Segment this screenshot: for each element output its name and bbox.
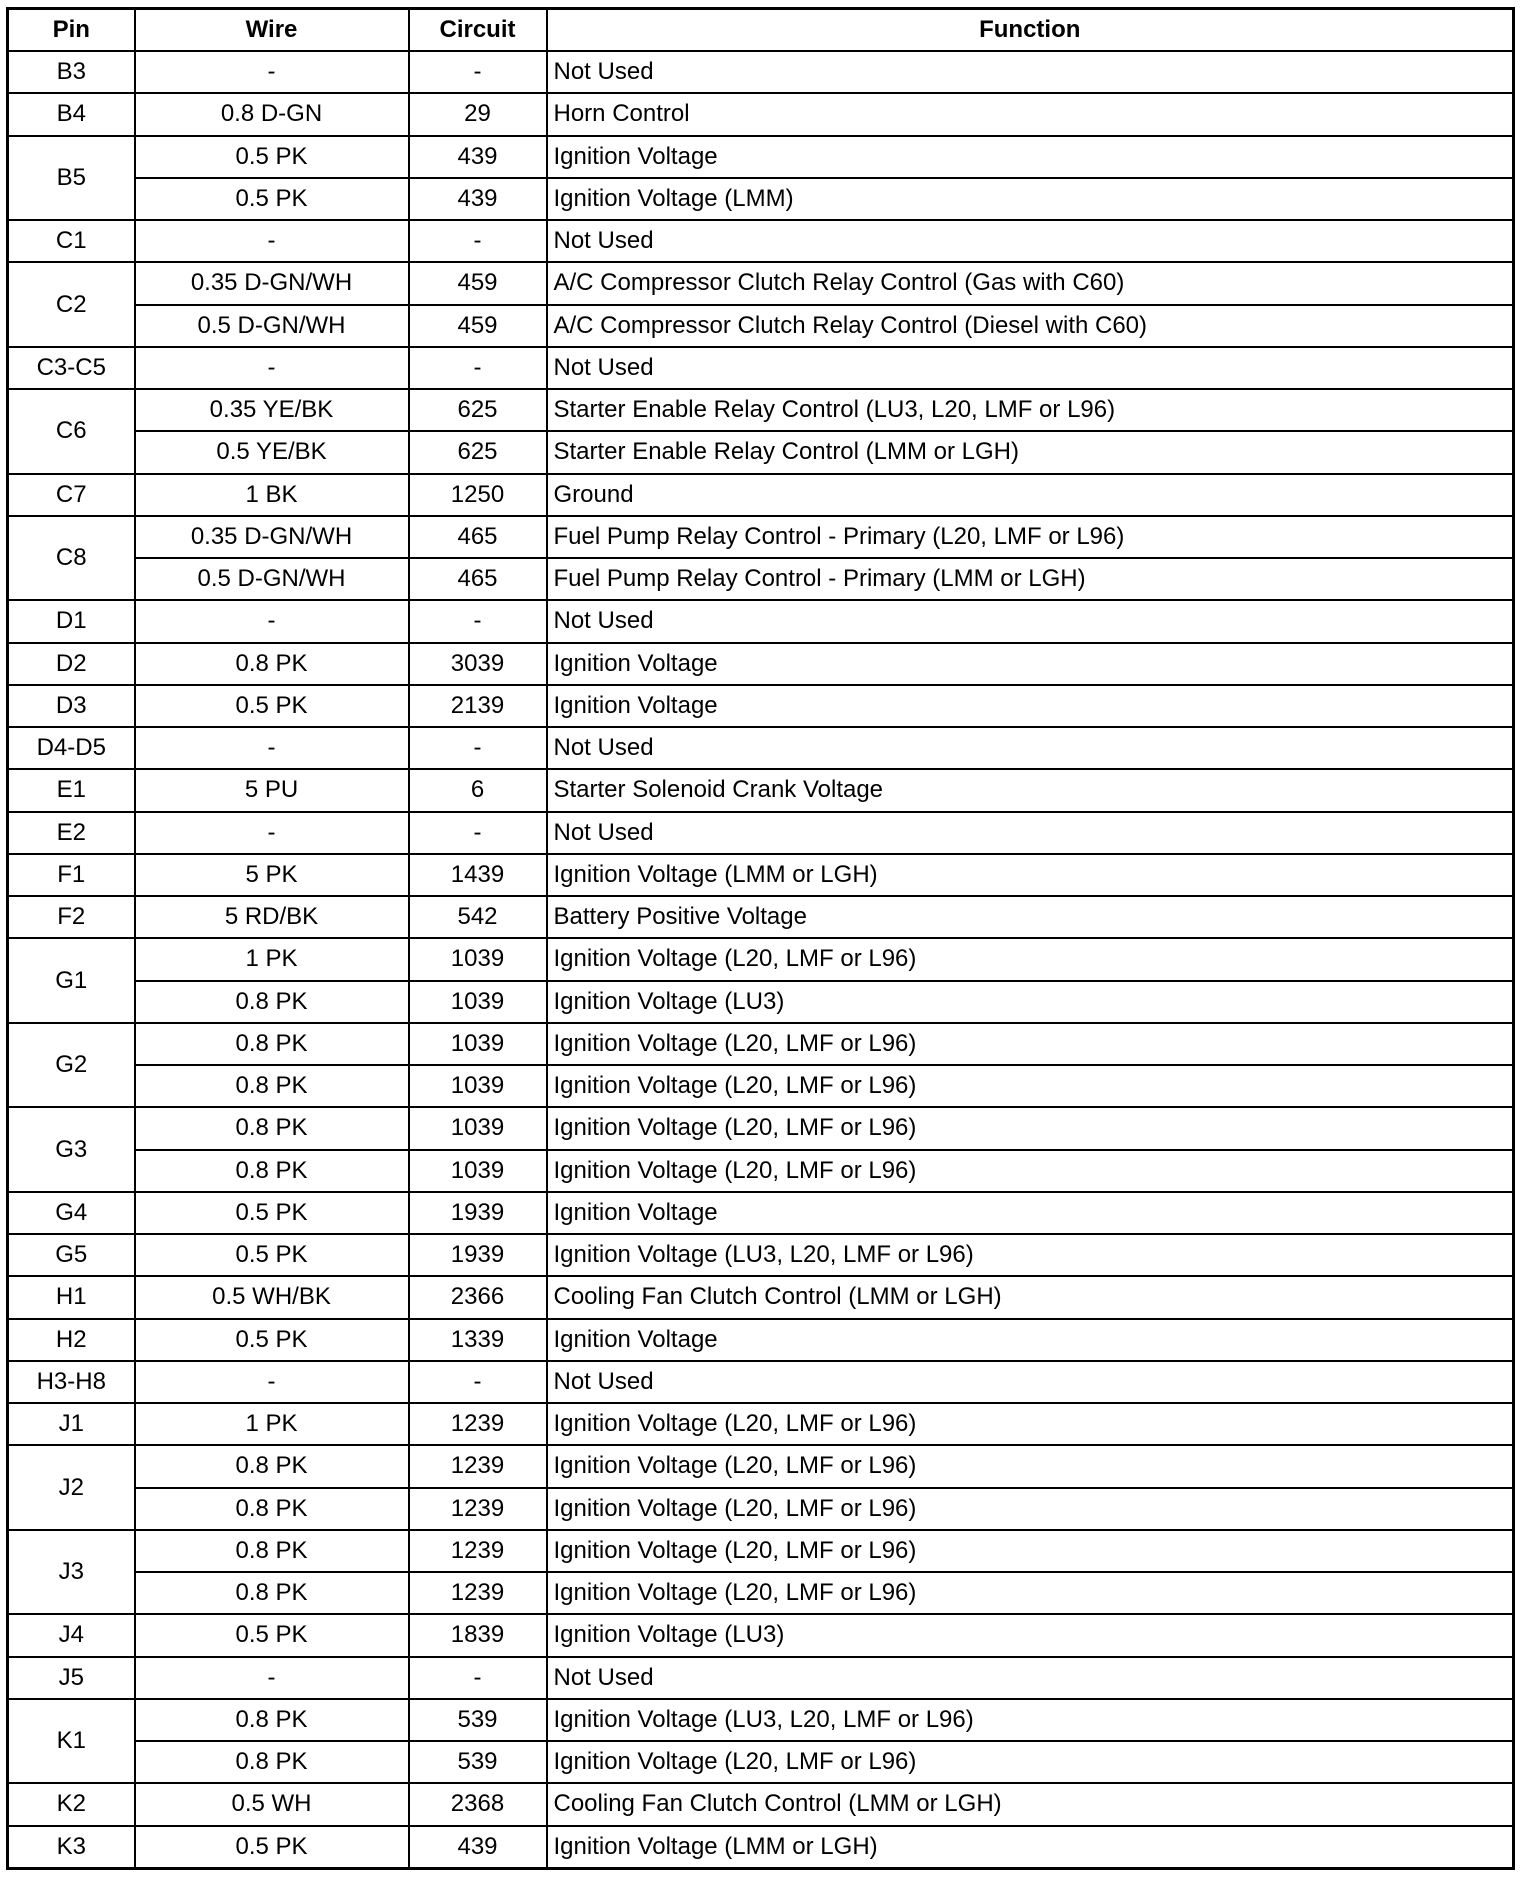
circuit-cell: - (409, 812, 547, 854)
circuit-cell: 1039 (409, 1107, 547, 1149)
pin-cell: F1 (8, 854, 135, 896)
wire-cell: 0.5 WH/BK (135, 1276, 409, 1318)
circuit-cell: 1339 (409, 1319, 547, 1361)
table-row (8, 600, 1514, 642)
circuit-cell: 439 (409, 136, 547, 178)
function-cell: Ignition Voltage (L20, LMF or L96) (547, 1572, 1514, 1614)
pin-cell: J2 (8, 1445, 135, 1530)
table-row (8, 896, 1514, 938)
function-cell: Horn Control (547, 93, 1514, 135)
pin-cell: C1 (8, 220, 135, 262)
function-cell: A/C Compressor Clutch Relay Control (Gas with C60) (547, 262, 1514, 304)
circuit-cell: 542 (409, 896, 547, 938)
function-cell: Cooling Fan Clutch Control (LMM or LGH) (547, 1783, 1514, 1825)
table-row (8, 558, 1514, 600)
function-cell: Ignition Voltage (L20, LMF or L96) (547, 1150, 1514, 1192)
circuit-cell: 1250 (409, 474, 547, 516)
circuit-cell: 1439 (409, 854, 547, 896)
function-cell: A/C Compressor Clutch Relay Control (Diesel with C60) (547, 305, 1514, 347)
function-cell: Not Used (547, 727, 1514, 769)
function-cell: Ignition Voltage (LU3, L20, LMF or L96) (547, 1234, 1514, 1276)
table-row (8, 93, 1514, 135)
pin-cell: B3 (8, 51, 135, 93)
pin-cell: B5 (8, 136, 135, 221)
wire-cell: 5 PU (135, 769, 409, 811)
function-cell: Ignition Voltage (LU3) (547, 1614, 1514, 1656)
function-cell: Ignition Voltage (L20, LMF or L96) (547, 1107, 1514, 1149)
circuit-cell: 3039 (409, 643, 547, 685)
table-row (8, 1614, 1514, 1656)
circuit-cell: 1239 (409, 1572, 547, 1614)
wire-cell: 0.35 YE/BK (135, 389, 409, 431)
wire-cell: 0.8 PK (135, 1150, 409, 1192)
table-row (8, 1234, 1514, 1276)
function-cell: Ignition Voltage (L20, LMF or L96) (547, 938, 1514, 980)
circuit-cell: 1239 (409, 1403, 547, 1445)
pin-cell: G1 (8, 938, 135, 1023)
pin-cell: G5 (8, 1234, 135, 1276)
pin-cell: J1 (8, 1403, 135, 1445)
wire-cell: 0.5 PK (135, 136, 409, 178)
wire-cell: 1 PK (135, 938, 409, 980)
function-cell: Ignition Voltage (L20, LMF or L96) (547, 1741, 1514, 1783)
wire-cell: 0.8 PK (135, 1741, 409, 1783)
table-row (8, 854, 1514, 896)
circuit-cell: 439 (409, 178, 547, 220)
pin-cell: J4 (8, 1614, 135, 1656)
pin-cell: C3-C5 (8, 347, 135, 389)
circuit-cell: 459 (409, 305, 547, 347)
pin-cell: H2 (8, 1319, 135, 1361)
pin-cell: D2 (8, 643, 135, 685)
circuit-cell: 1939 (409, 1192, 547, 1234)
pin-cell: H3-H8 (8, 1361, 135, 1403)
table-row (8, 938, 1514, 980)
function-cell: Not Used (547, 600, 1514, 642)
pin-cell: C2 (8, 262, 135, 347)
table-row (8, 1192, 1514, 1234)
table-header-row (8, 9, 1514, 52)
wire-cell: 0.5 PK (135, 178, 409, 220)
function-cell: Ignition Voltage (L20, LMF or L96) (547, 1445, 1514, 1487)
circuit-cell: 1039 (409, 1023, 547, 1065)
table-row (8, 516, 1514, 558)
wire-cell: - (135, 1361, 409, 1403)
function-cell: Ignition Voltage (547, 136, 1514, 178)
table-row (8, 51, 1514, 93)
pin-cell: D1 (8, 600, 135, 642)
table-row (8, 1107, 1514, 1149)
wire-cell: 0.5 D-GN/WH (135, 558, 409, 600)
function-cell: Fuel Pump Relay Control - Primary (LMM or LGH) (547, 558, 1514, 600)
wire-cell: 0.5 YE/BK (135, 431, 409, 473)
table-row (8, 643, 1514, 685)
table-row (8, 220, 1514, 262)
table-row (8, 389, 1514, 431)
circuit-cell: 625 (409, 389, 547, 431)
pin-cell: J3 (8, 1530, 135, 1615)
pin-cell: C7 (8, 474, 135, 516)
pin-cell: J5 (8, 1657, 135, 1699)
pin-cell: G2 (8, 1023, 135, 1108)
wire-cell: - (135, 600, 409, 642)
table-row (8, 1023, 1514, 1065)
wire-cell: 0.8 PK (135, 1530, 409, 1572)
circuit-cell: 1039 (409, 981, 547, 1023)
table-row (8, 1530, 1514, 1572)
circuit-cell: 1939 (409, 1234, 547, 1276)
function-cell: Starter Solenoid Crank Voltage (547, 769, 1514, 811)
circuit-cell: - (409, 220, 547, 262)
table-row (8, 431, 1514, 473)
function-cell: Ignition Voltage (LU3, L20, LMF or L96) (547, 1699, 1514, 1741)
circuit-cell: 539 (409, 1699, 547, 1741)
wire-cell: 0.5 PK (135, 1614, 409, 1656)
table-row (8, 1572, 1514, 1614)
wire-cell: 0.5 D-GN/WH (135, 305, 409, 347)
wire-cell: 0.35 D-GN/WH (135, 516, 409, 558)
table-row (8, 262, 1514, 304)
wire-cell: 5 PK (135, 854, 409, 896)
circuit-cell: - (409, 51, 547, 93)
circuit-cell: 2368 (409, 1783, 547, 1825)
wire-cell: - (135, 812, 409, 854)
function-cell: Starter Enable Relay Control (LMM or LGH) (547, 431, 1514, 473)
circuit-cell: 1039 (409, 1065, 547, 1107)
wire-cell: 0.8 D-GN (135, 93, 409, 135)
table-row (8, 1403, 1514, 1445)
pin-cell: K2 (8, 1783, 135, 1825)
circuit-cell: 625 (409, 431, 547, 473)
table-row (8, 1065, 1514, 1107)
wire-cell: 0.8 PK (135, 1023, 409, 1065)
function-cell: Not Used (547, 812, 1514, 854)
table-body (8, 51, 1514, 1869)
function-cell: Ignition Voltage (LMM or LGH) (547, 854, 1514, 896)
circuit-cell: 465 (409, 516, 547, 558)
function-cell: Ignition Voltage (LMM or LGH) (547, 1826, 1514, 1869)
wire-cell: - (135, 347, 409, 389)
table-row (8, 1488, 1514, 1530)
table-row (8, 474, 1514, 516)
circuit-cell: 2139 (409, 685, 547, 727)
function-cell: Not Used (547, 1361, 1514, 1403)
wire-cell: 0.5 PK (135, 1192, 409, 1234)
table-row (8, 1741, 1514, 1783)
function-cell: Cooling Fan Clutch Control (LMM or LGH) (547, 1276, 1514, 1318)
function-cell: Ignition Voltage (L20, LMF or L96) (547, 1403, 1514, 1445)
table-row (8, 347, 1514, 389)
circuit-cell: 1839 (409, 1614, 547, 1656)
function-cell: Ignition Voltage (547, 1192, 1514, 1234)
function-cell: Ignition Voltage (L20, LMF or L96) (547, 1065, 1514, 1107)
wire-cell: 0.8 PK (135, 1065, 409, 1107)
function-cell: Starter Enable Relay Control (LU3, L20, LMF or L96) (547, 389, 1514, 431)
wire-cell: 0.5 WH (135, 1783, 409, 1825)
table-row (8, 812, 1514, 854)
table-row (8, 769, 1514, 811)
circuit-cell: 439 (409, 1826, 547, 1869)
circuit-cell: 2366 (409, 1276, 547, 1318)
circuit-cell: - (409, 1361, 547, 1403)
function-cell: Not Used (547, 347, 1514, 389)
circuit-cell: 465 (409, 558, 547, 600)
function-cell: Battery Positive Voltage (547, 896, 1514, 938)
pin-cell: C8 (8, 516, 135, 601)
circuit-cell: 1239 (409, 1488, 547, 1530)
circuit-cell: - (409, 347, 547, 389)
wire-cell: 0.35 D-GN/WH (135, 262, 409, 304)
wire-cell: 1 BK (135, 474, 409, 516)
table-row (8, 178, 1514, 220)
connector-pinout-table (6, 7, 1515, 1870)
circuit-cell: - (409, 1657, 547, 1699)
wire-cell: 0.5 PK (135, 685, 409, 727)
function-cell: Ignition Voltage (547, 643, 1514, 685)
circuit-cell: - (409, 727, 547, 769)
table-row (8, 1361, 1514, 1403)
wire-cell: 0.5 PK (135, 1319, 409, 1361)
pin-cell: E2 (8, 812, 135, 854)
function-cell: Ignition Voltage (L20, LMF or L96) (547, 1530, 1514, 1572)
circuit-cell: - (409, 600, 547, 642)
wire-cell: 5 RD/BK (135, 896, 409, 938)
wire-cell: 0.5 PK (135, 1234, 409, 1276)
wire-cell: - (135, 727, 409, 769)
wire-cell: 0.5 PK (135, 1826, 409, 1869)
pin-cell: K3 (8, 1826, 135, 1869)
circuit-cell: 1239 (409, 1445, 547, 1487)
circuit-cell: 29 (409, 93, 547, 135)
wire-cell: 0.8 PK (135, 1699, 409, 1741)
function-cell: Ignition Voltage (L20, LMF or L96) (547, 1023, 1514, 1065)
function-cell: Ground (547, 474, 1514, 516)
function-cell: Ignition Voltage (547, 685, 1514, 727)
function-cell: Ignition Voltage (LU3) (547, 981, 1514, 1023)
table-row (8, 1657, 1514, 1699)
table-row (8, 1150, 1514, 1192)
wire-cell: 0.8 PK (135, 1107, 409, 1149)
function-cell: Not Used (547, 1657, 1514, 1699)
table-row (8, 1783, 1514, 1825)
pin-cell: K1 (8, 1699, 135, 1784)
pin-cell: G4 (8, 1192, 135, 1234)
header-pin: Pin (8, 9, 135, 52)
pin-cell: D4-D5 (8, 727, 135, 769)
circuit-cell: 539 (409, 1741, 547, 1783)
wire-cell: - (135, 220, 409, 262)
header-wire: Wire (135, 9, 409, 52)
pin-cell: H1 (8, 1276, 135, 1318)
function-cell: Not Used (547, 220, 1514, 262)
wire-cell: 0.8 PK (135, 643, 409, 685)
table-row (8, 1276, 1514, 1318)
function-cell: Fuel Pump Relay Control - Primary (L20, LMF or L96) (547, 516, 1514, 558)
pin-cell: D3 (8, 685, 135, 727)
circuit-cell: 1039 (409, 938, 547, 980)
table-row (8, 727, 1514, 769)
table-row (8, 1826, 1514, 1869)
wire-cell: 0.8 PK (135, 1572, 409, 1614)
circuit-cell: 459 (409, 262, 547, 304)
wire-cell: - (135, 51, 409, 93)
function-cell: Ignition Voltage (LMM) (547, 178, 1514, 220)
table-row (8, 685, 1514, 727)
table-row (8, 1445, 1514, 1487)
wire-cell: 0.8 PK (135, 1445, 409, 1487)
wire-cell: - (135, 1657, 409, 1699)
wire-cell: 0.8 PK (135, 981, 409, 1023)
function-cell: Ignition Voltage (L20, LMF or L96) (547, 1488, 1514, 1530)
pin-cell: G3 (8, 1107, 135, 1192)
function-cell: Ignition Voltage (547, 1319, 1514, 1361)
table-row (8, 1319, 1514, 1361)
table-row (8, 981, 1514, 1023)
pin-cell: C6 (8, 389, 135, 474)
table-row (8, 136, 1514, 178)
pin-cell: E1 (8, 769, 135, 811)
pin-cell: F2 (8, 896, 135, 938)
circuit-cell: 6 (409, 769, 547, 811)
header-function: Function (547, 9, 1514, 52)
circuit-cell: 1039 (409, 1150, 547, 1192)
pin-cell: B4 (8, 93, 135, 135)
wire-cell: 0.8 PK (135, 1488, 409, 1530)
wire-cell: 1 PK (135, 1403, 409, 1445)
function-cell: Not Used (547, 51, 1514, 93)
circuit-cell: 1239 (409, 1530, 547, 1572)
table-row (8, 305, 1514, 347)
table-row (8, 1699, 1514, 1741)
header-circuit: Circuit (409, 9, 547, 52)
